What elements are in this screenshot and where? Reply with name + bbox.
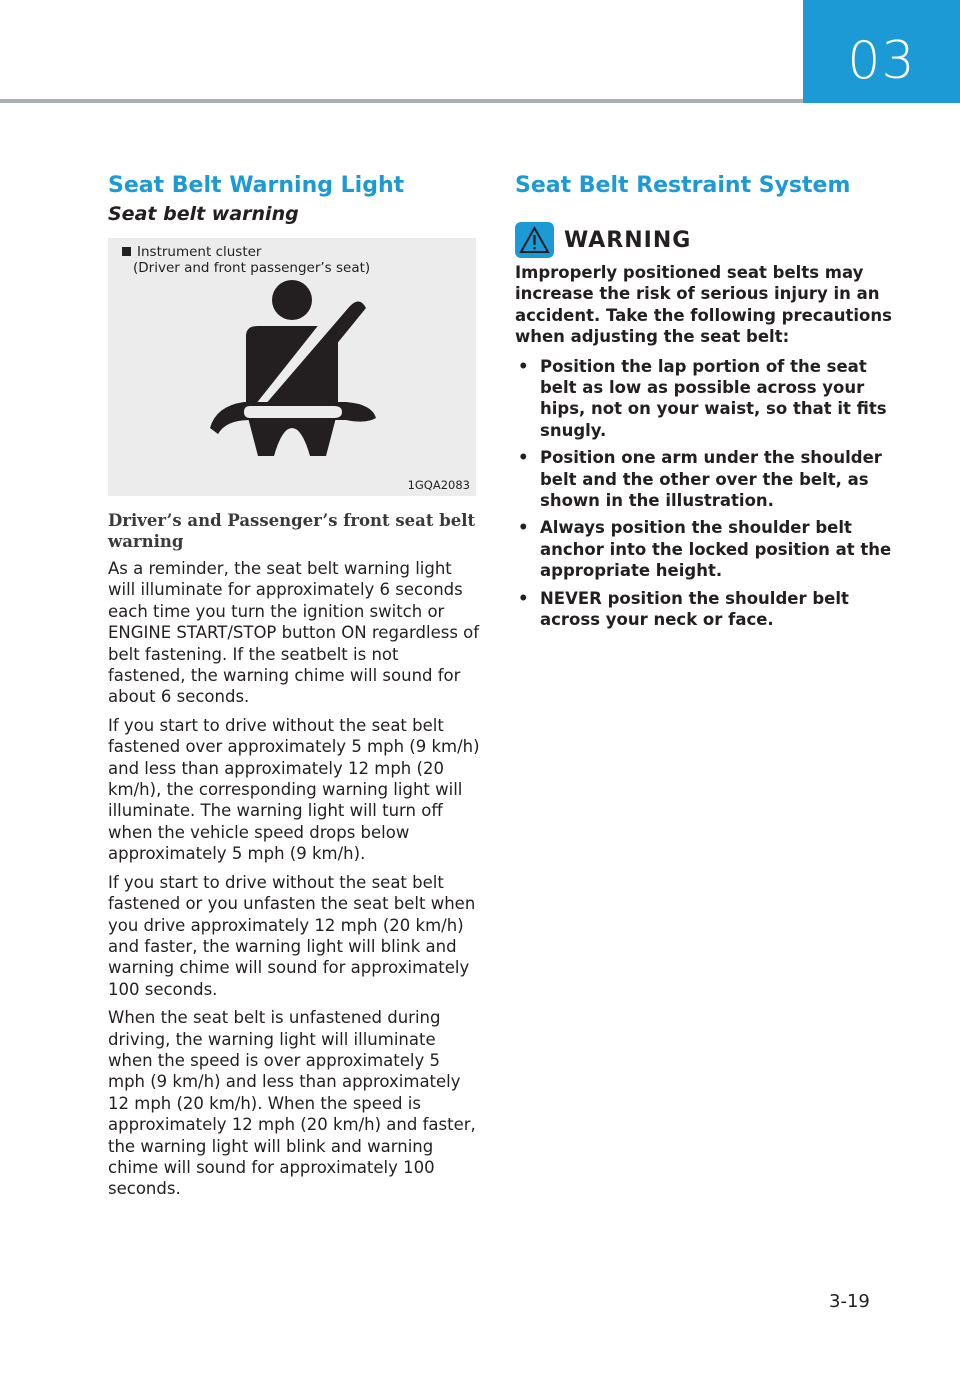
bullet-square-icon <box>122 247 131 256</box>
list-item: • Always position the shoulder belt anchor into the locked position at the appropriate height. <box>515 517 895 581</box>
header-rule <box>0 99 803 103</box>
list-item: • Position the lap portion of the seat belt as low as possible across your hips, not on your waist, so that it fits snugly. <box>515 356 895 442</box>
page-number: 3-19 <box>829 1291 870 1312</box>
warning-list <box>515 356 895 631</box>
right-column <box>515 172 895 637</box>
seat-belt-warning-icon <box>206 278 378 456</box>
paragraph: When the seat belt is unfastened during driving, the warning light will illuminate when the speed is over approximately 5 mph (9 km/h) and less than approximately 12 mph (20 km/h). When the speed is approximately 12 mph (20 km/h) and faster, the warning light will blink and warning chime will sound for approximately 100 seconds. <box>108 1008 476 1199</box>
seat-belt-figure <box>108 238 476 496</box>
warning-label: WARNING <box>564 227 692 253</box>
figure-caption-line1: Instrument cluster <box>137 244 262 260</box>
sub-title: Seat belt warning <box>108 203 299 225</box>
paragraph: As a reminder, the seat belt warning light will illuminate for approximately 6 seconds each time you turn the ignition switch or ENGINE START/STOP button ON regardless of belt fastening. If the seatbelt is not fastened, the warning chime will sound for about 6 seconds. <box>108 559 480 707</box>
paragraph: If you start to drive without the seat belt fastened over approximately 5 mph (9 km/h) and less than approximately 12 mph (20 km/h), the corresponding warning light will illuminate. The warning light will turn off when the vehicle speed drops below approximately 5 mph (9 km/h). <box>108 715 480 864</box>
figure-code: 1GQA2083 <box>407 478 470 492</box>
warning-header <box>515 222 895 258</box>
figure-caption <box>122 244 370 276</box>
body-heading: Driver’s and Passenger’s front seat belt warning <box>108 511 476 551</box>
list-item: • NEVER position the shoulder belt across your neck or face. <box>515 588 895 631</box>
section-title: Seat Belt Warning Light <box>108 173 405 198</box>
warning-intro: Improperly positioned seat belts may increase the risk of serious injury in an accident. Take the following precautions when adjusting the seat belt: <box>515 263 892 347</box>
chapter-tab: 03 <box>803 0 960 103</box>
warning-triangle-icon <box>515 222 554 258</box>
section-title: Seat Belt Restraint System <box>515 173 851 198</box>
left-column <box>108 172 480 1207</box>
figure-caption-line2: (Driver and front passenger’s seat) <box>133 260 371 276</box>
list-item: • Position one arm under the shoulder belt and the other over the belt, as shown in the illustration. <box>515 447 895 511</box>
paragraph: If you start to drive without the seat belt fastened or you unfasten the seat belt when you drive approximately 12 mph (20 km/h) and faster, the warning light will blink and warning chime will sound for approximately 100 seconds. <box>108 872 476 999</box>
